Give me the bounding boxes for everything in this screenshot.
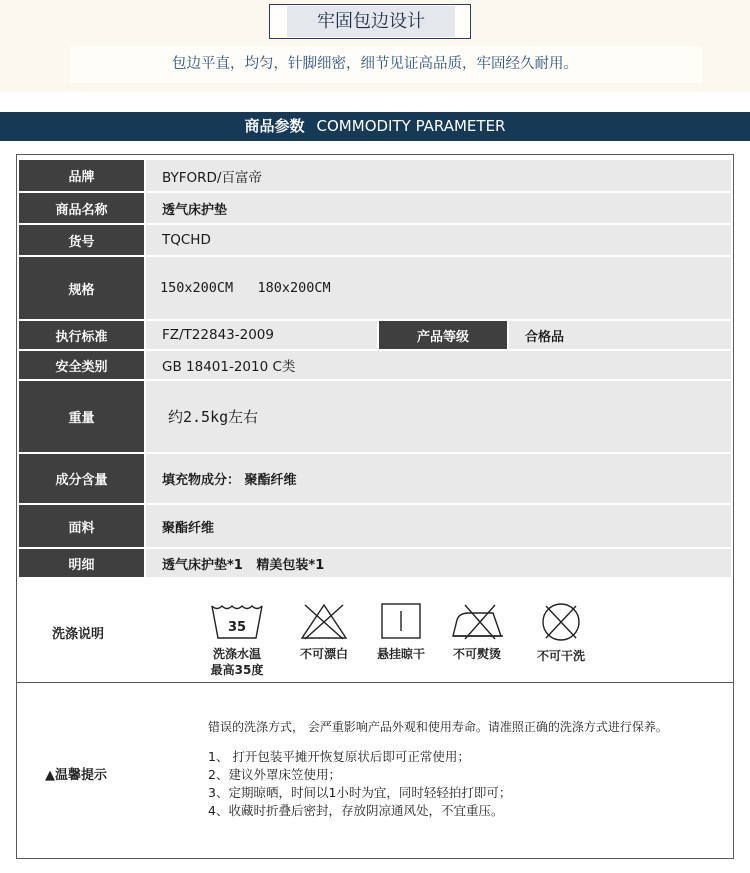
param-row-sku [19,225,731,255]
standard-value: FZ/T22843-2009 [146,321,377,349]
section-title-zh: 商品参数 [244,117,305,135]
sku-value: TQCHD [146,225,731,255]
wash-item-temp [207,602,267,678]
fabric-value: 聚酯纤维 [146,505,731,547]
no-dry-clean-label: 不可干洗 [536,649,585,663]
banner-subtitle: 包边平直，均匀，针脚细密，细节见证高品质，牢固经久耐用。 [172,56,578,72]
standard-label: 执行标准 [19,321,144,349]
wash-temp-line2: 最高35度 [210,663,264,677]
tips-warning: 错误的洗涤方式， 会严重影响产品外观和使用寿命。请准照正确的洗涤方式进行保养。 [208,720,668,734]
param-row-standard [19,321,731,349]
wash-temp-text: 35 [227,620,247,635]
size-value-cell [146,257,731,319]
tips-item: 4、收藏时折叠后密封，存放阴凉通风处，不宜重压。 [208,803,504,818]
grade-label: 产品等级 [379,321,507,349]
brand-value: BYFORD/百富帝 [146,160,731,191]
no-bleach-icon [299,602,349,640]
grade-value: 合格品 [509,321,731,349]
wash-temp-line1: 洗涤水温 [212,647,261,661]
name-value: 透气床护垫 [146,193,731,223]
tips-item: 3、定期晾晒，时间以1小时为宜，同时轻轻拍打即可； [208,785,512,800]
hang-dry-icon [380,602,422,640]
brand-label: 品牌 [19,160,144,191]
tips-item: 2、建议外罩床笠使用； [208,767,341,782]
section-title-en: COMMODITY PARAMETER [316,117,506,135]
no-bleach-label: 不可漂白 [299,647,348,661]
fabric-label: 面料 [19,505,144,547]
param-row-size [19,257,731,319]
banner-title: 牢固包边设计 [287,6,455,37]
safety-label: 安全类别 [19,351,144,379]
no-dry-clean-icon [540,602,582,642]
sku-label: 货号 [19,225,144,255]
tips-title: ▲温馨提示 [45,768,107,783]
detail-label: 明细 [19,549,144,577]
section-header [0,112,750,141]
washing-title: 洗涤说明 [52,627,105,642]
size-label: 规格 [19,257,144,319]
section-divider [17,682,733,683]
detail-value: 透气床护垫*1 精美包装*1 [146,549,731,577]
wash-item-hang-dry [370,602,432,662]
param-row-weight [19,381,731,452]
tips-item: 1、 打开包装平摊开恢复原状后即可正常使用； [208,749,470,764]
param-row-composition [19,454,731,503]
param-row-name [19,193,731,223]
param-row-safety [19,351,731,379]
tips-list [208,748,511,820]
hang-dry-label: 悬挂晾干 [376,647,425,661]
wash-item-no-bleach [293,602,355,662]
param-row-detail [19,549,731,577]
weight-label: 重量 [19,381,144,452]
weight-value-cell [146,381,731,452]
composition-value: 填充物成分： 聚酯纤维 [146,454,731,503]
param-row-fabric [19,505,731,547]
wash-tub-icon [210,602,264,640]
safety-value: GB 18401-2010 C类 [146,351,731,379]
wash-item-no-dry-clean [530,602,592,664]
no-iron-label: 不可熨烫 [452,647,501,661]
name-label: 商品名称 [19,193,144,223]
no-iron-icon [449,602,505,640]
size-value: 150x200CM 180x200CM [160,280,331,296]
wash-item-no-iron [446,602,508,662]
weight-value: 约2.5kg左右 [168,408,259,426]
composition-label: 成分含量 [19,454,144,503]
param-row-brand [19,160,731,191]
